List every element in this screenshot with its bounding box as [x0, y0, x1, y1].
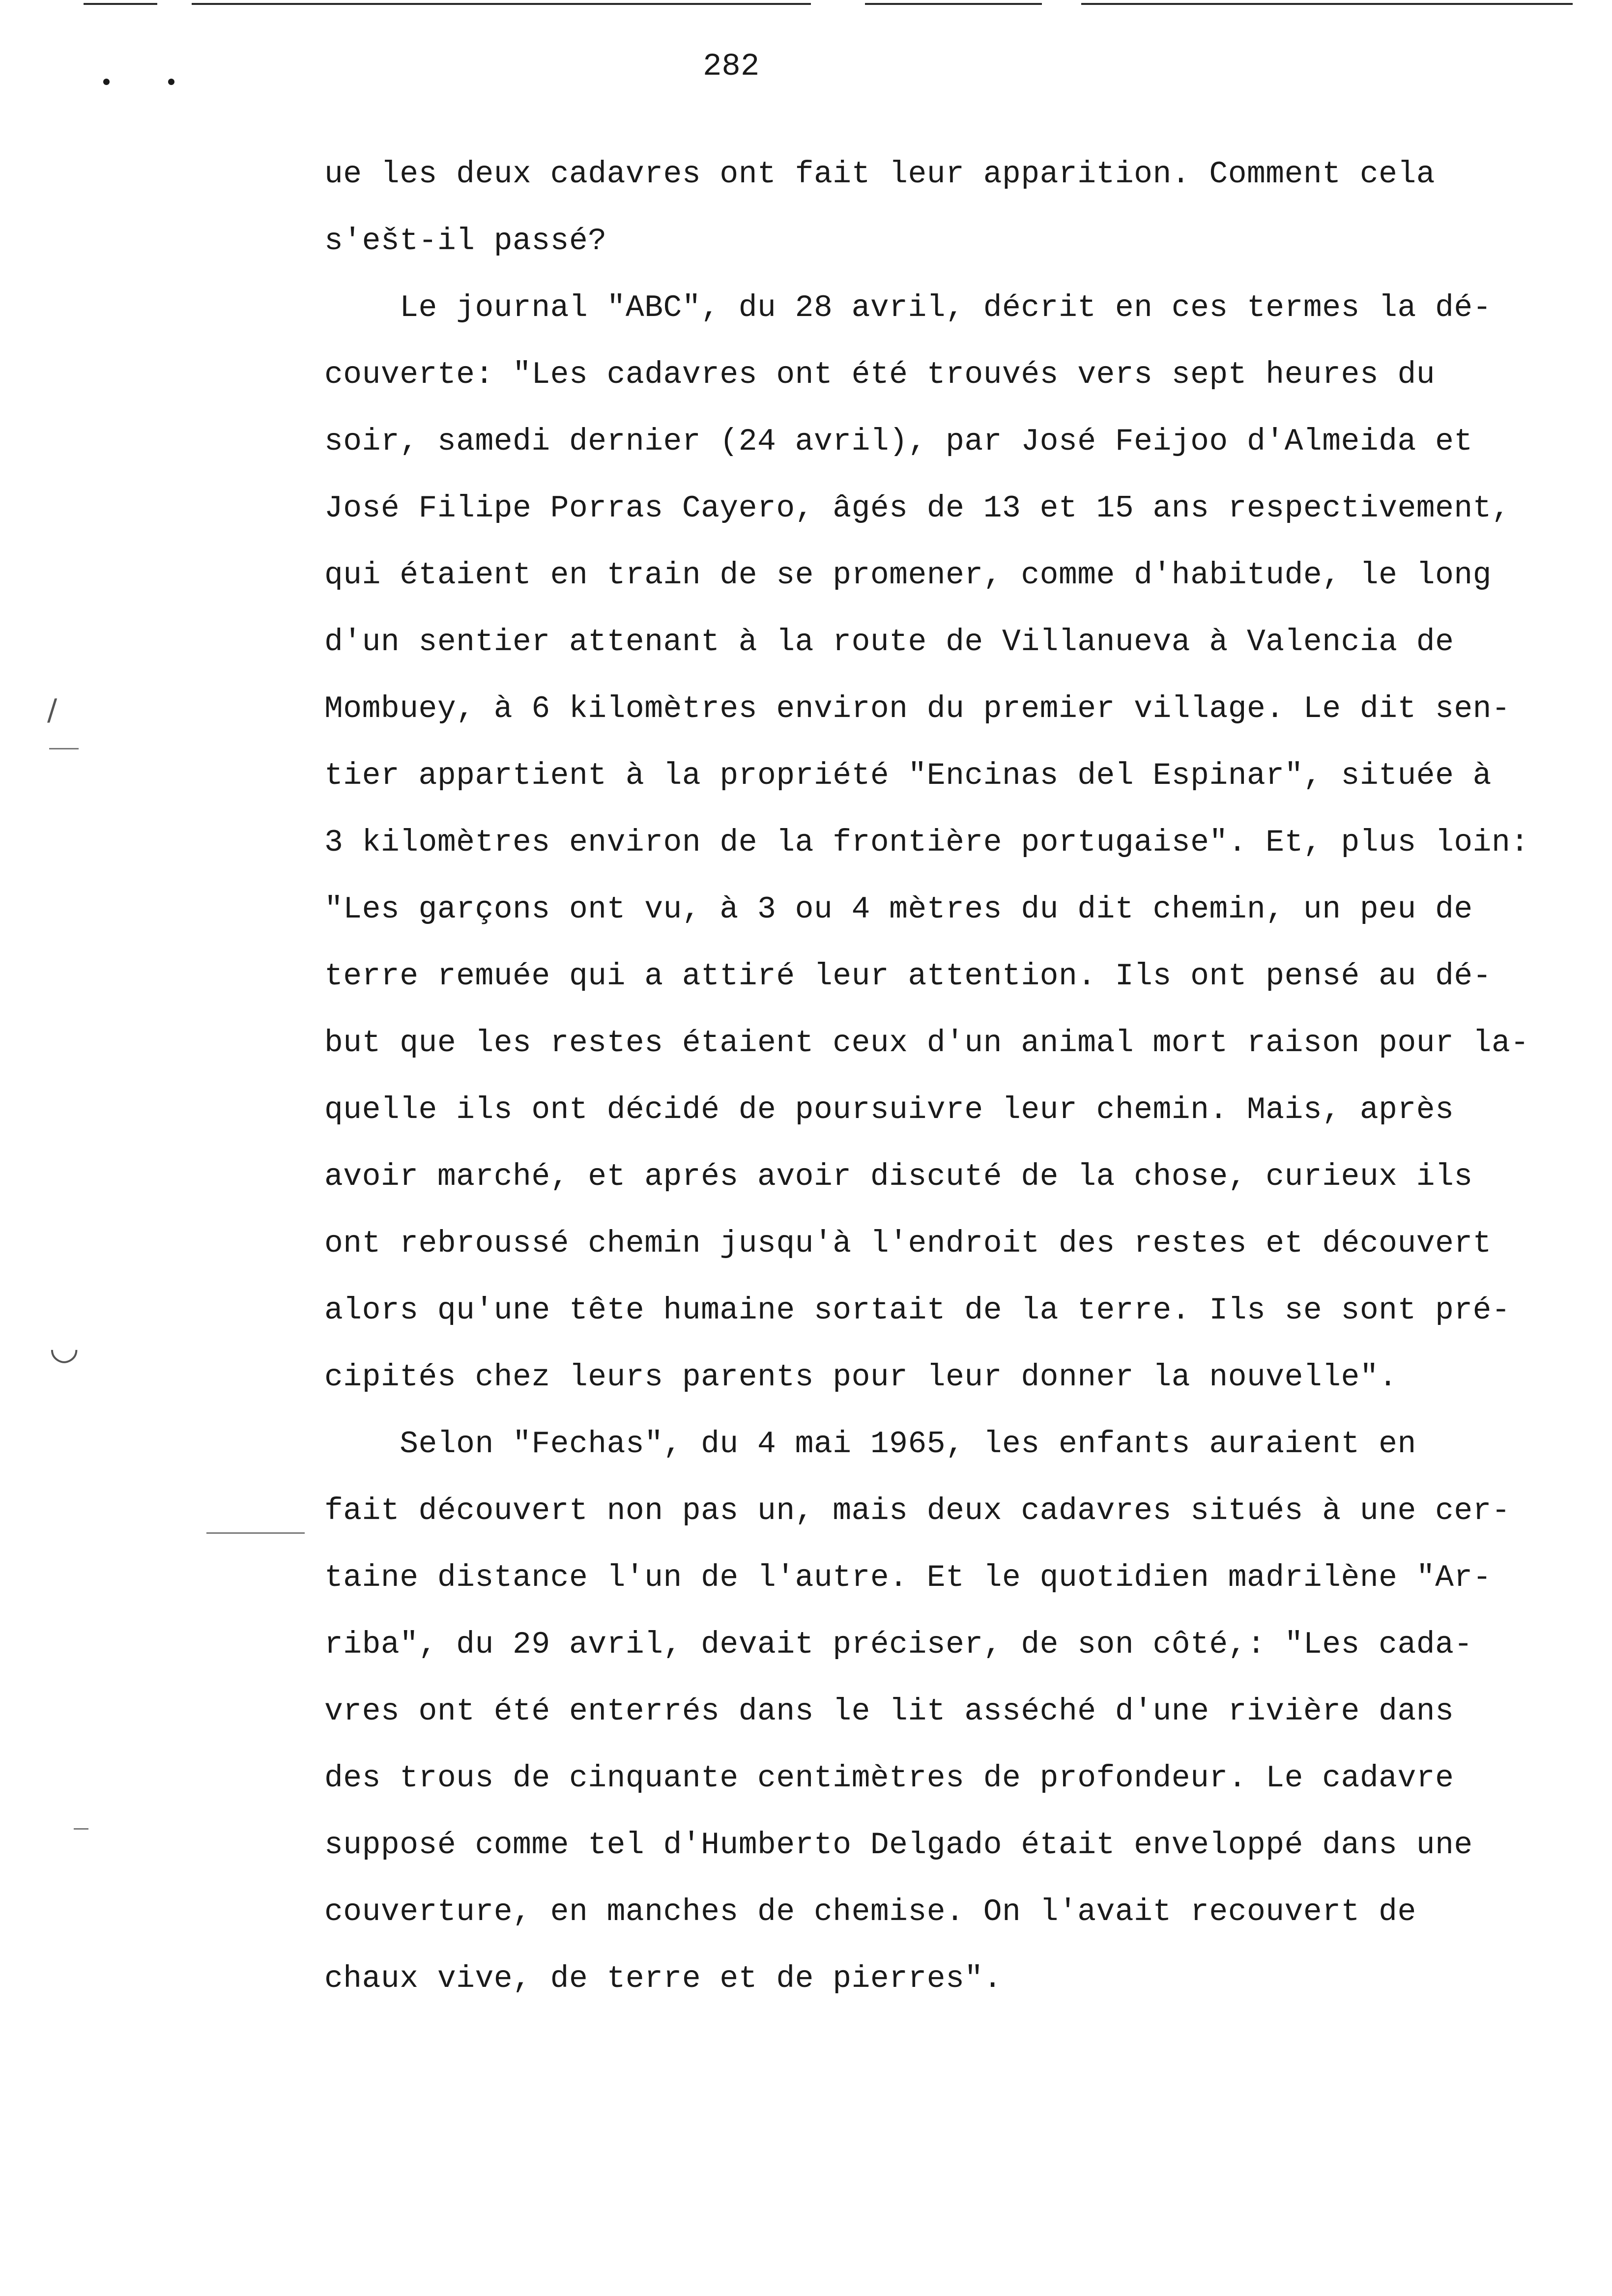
text-line: des trous de cinquante centimètres de profondeur. Le cadavre — [324, 1761, 1454, 1796]
text-line: ue les deux cadavres ont fait leur apparition. Comment cela — [324, 157, 1436, 192]
top-rule-2 — [192, 3, 811, 5]
text-line: "Les garçons ont vu, à 3 ou 4 mètres du dit chemin, un peu de — [324, 892, 1473, 927]
margin-mark-dash-2 — [206, 1532, 305, 1534]
text-line: s'ešt-il passé? — [324, 224, 607, 258]
text-line: terre remuée qui a attiré leur attention. Ils ont pensé au dé- — [324, 959, 1492, 994]
text-line: fait découvert non pas un, mais deux cadavres situés à une cer- — [324, 1493, 1511, 1528]
margin-mark-curve: ◡ — [49, 1327, 80, 1367]
text-line: José Filipe Porras Cayero, âgés de 13 et 15 ans respectivement, — [324, 491, 1511, 526]
text-line: but que les restes étaient ceux d'un animal mort raison pour la- — [324, 1026, 1529, 1061]
text-line: riba", du 29 avril, devait préciser, de son côté,: "Les cada- — [324, 1627, 1473, 1662]
text-line: supposé comme tel d'Humberto Delgado était enveloppé dans une — [324, 1828, 1473, 1863]
margin-dot-2 — [168, 79, 174, 85]
text-line: cipités chez leurs parents pour leur donner la nouvelle". — [324, 1360, 1398, 1395]
text-line: avoir marché, et aprés avoir discuté de la chose, curieux ils — [324, 1159, 1473, 1194]
margin-dot-1 — [103, 79, 110, 85]
top-rule-4 — [1081, 3, 1573, 5]
text-line: alors qu'une tête humaine sortait de la terre. Ils se sont pré- — [324, 1293, 1511, 1328]
top-rule-3 — [865, 3, 1042, 5]
text-line: soir, samedi dernier (24 avril), par José Feijoo d'Almeida et — [324, 424, 1473, 459]
text-line: d'un sentier attenant à la route de Villanueva à Valencia de — [324, 625, 1454, 660]
text-line: couverte: "Les cadavres ont été trouvés vers sept heures du — [324, 357, 1436, 392]
text-line: qui étaient en train de se promener, comme d'habitude, le long — [324, 558, 1492, 593]
margin-mark-dash-1 — [49, 748, 79, 749]
text-line: Mombuey, à 6 kilomètres environ du premier village. Le dit sen- — [324, 691, 1511, 726]
text-line: taine distance l'un de l'autre. Et le quotidien madrilène "Ar- — [324, 1560, 1492, 1595]
text-line: 3 kilomètres environ de la frontière portugaise". Et, plus loin: — [324, 825, 1529, 860]
text-line: chaux vive, de terre et de pierres". — [324, 1961, 1003, 1996]
text-line: Selon "Fechas", du 4 mai 1965, les enfants auraient en — [324, 1427, 1416, 1462]
page-number: 282 — [703, 49, 760, 85]
text-line: tier appartient à la propriété "Encinas del Espinar", située à — [324, 758, 1492, 793]
text-line: quelle ils ont décidé de poursuivre leur chemin. Mais, après — [324, 1092, 1454, 1127]
margin-mark-dash-3 — [74, 1828, 88, 1830]
text-line: ont rebroussé chemin jusqu'à l'endroit des restes et découvert — [324, 1226, 1492, 1261]
margin-mark-slash: / — [47, 693, 58, 727]
text-line: Le journal "ABC", du 28 avril, décrit en ces termes la dé- — [324, 290, 1492, 325]
top-rule-1 — [84, 3, 157, 5]
text-line: vres ont été enterrés dans le lit asséché d'une rivière dans — [324, 1694, 1454, 1729]
text-line: couverture, en manches de chemise. On l'avait recouvert de — [324, 1894, 1416, 1929]
